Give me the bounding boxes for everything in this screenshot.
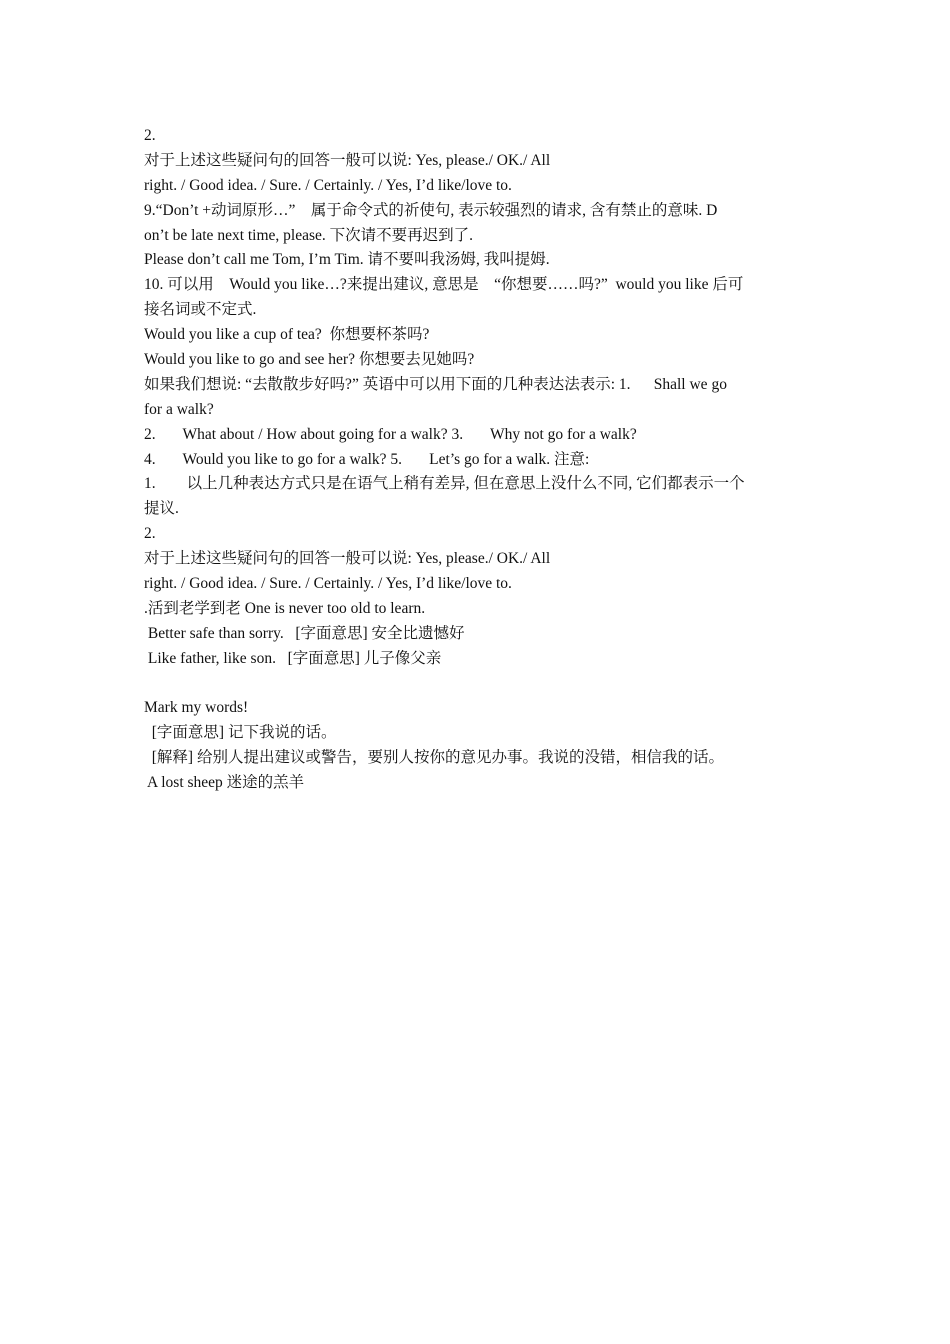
text-line: 1. 以上几种表达方式只是在语气上稍有差异, 但在意思上没什么不同, 它们都表示一个: [144, 475, 745, 493]
text-line: Mark my words!: [144, 699, 249, 717]
text-line: 9.“Don’t +动词原形…” 属于命令式的祈使句, 表示较强烈的请求, 含有禁止的意味. D: [144, 201, 718, 219]
text-line: 2.: [144, 127, 156, 144]
text-line: 对于上述这些疑问句的回答一般可以说: Yes, please./ OK./ All: [144, 550, 551, 568]
text-line: on’t be late next time, please. 下次请不要再迟到了.: [144, 226, 474, 244]
text-line: 2. What about / How about going for a walk? 3. Why not go for a walk?: [144, 425, 637, 443]
text-line: right. / Good idea. / Sure. / Certainly. / Yes, I’d like/love to.: [144, 575, 512, 593]
text-line: .活到老学到老 One is never too old to learn.: [144, 599, 426, 617]
document-body: [144, 124, 810, 796]
text-line: 如果我们想说: “去散散步好吗?” 英语中可以用下面的几种表达法表示: 1. Shall we go: [144, 375, 727, 393]
blank-line: [144, 672, 810, 697]
text-line: 对于上述这些疑问句的回答一般可以说: Yes, please./ OK./ All: [144, 151, 551, 169]
text-line: Please don’t call me Tom, I’m Tim. 请不要叫我汤姆, 我叫提姆.: [144, 251, 550, 269]
text-line: for a walk?: [144, 400, 214, 418]
text-line: 2.: [144, 525, 156, 543]
text-line: 10. 可以用 Would you like…?来提出建议, 意思是 “你想要……吗?” would you like 后可: [144, 276, 744, 294]
text-line: Better safe than sorry. [字面意思] 安全比遗憾好: [144, 624, 465, 642]
text-line: [解释] 给别人提出建议或警告，要别人按你的意见办事。我说的没错，相信我的话。: [144, 749, 724, 767]
text-line: 接名词或不定式.: [144, 301, 257, 319]
text-line: 4. Would you like to go for a walk? 5. Let’s go for a walk. 注意:: [144, 450, 590, 468]
text-line: right. / Good idea. / Sure. / Certainly. / Yes, I’d like/love to.: [144, 176, 512, 194]
text-line: 提议.: [144, 500, 179, 518]
text-line: A lost sheep 迷途的羔羊: [144, 774, 305, 792]
text-line: Like father, like son. [字面意思] 儿子像父亲: [144, 649, 442, 667]
text-line: Would you like a cup of tea? 你想要杯茶吗?: [144, 326, 430, 344]
text-line: [字面意思] 记下我说的话。: [144, 724, 337, 742]
text-line: Would you like to go and see her? 你想要去见她吗?: [144, 351, 475, 369]
